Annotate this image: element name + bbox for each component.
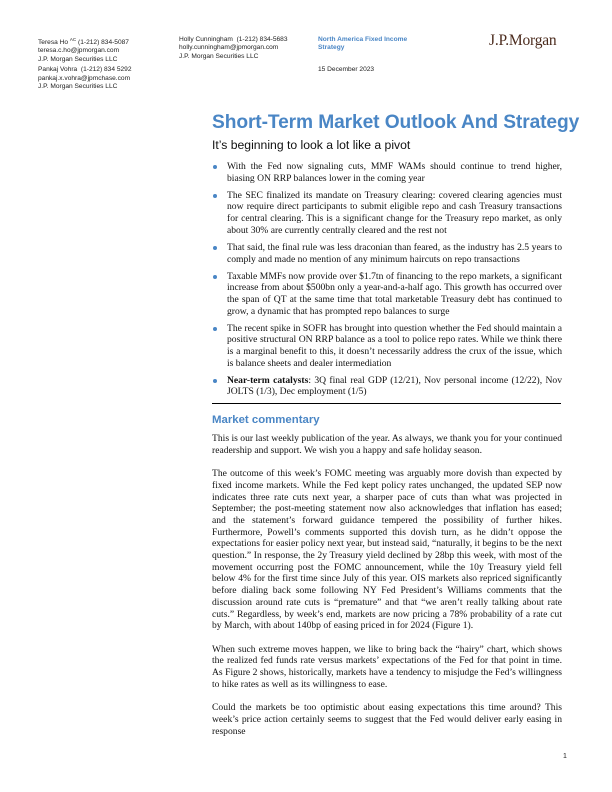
catalysts-label: Near-term catalysts — [227, 374, 309, 386]
publication-date: 15 December 2023 — [318, 66, 375, 73]
section-divider — [212, 403, 561, 404]
author-block — [179, 36, 288, 61]
page-number: 1 — [563, 753, 567, 760]
document-title: Short-Term Market Outlook And Strategy — [212, 112, 580, 133]
jpmorgan-logo: J.P.Morgan — [489, 32, 557, 49]
author-column-right — [179, 36, 288, 63]
author-email[interactable]: pankaj.x.vohra@jpmchase.com — [38, 74, 131, 82]
analyst-certification-tag: AC — [69, 37, 77, 42]
bullet-item: The SEC finalized its mandate on Treasury clearing: covered clearing agencies must now require direct participants to submit eligible repo and cash Treasury transactions for central clearing. This is a significant change for the Treasury repo market, as only about 30% are currently centrally cleared and the rest not — [212, 190, 562, 237]
department-label: North America Fixed Income Strategy — [318, 36, 408, 52]
author-email[interactable]: teresa.c.ho@jpmorgan.com — [38, 47, 120, 55]
paragraph: The outcome of this week’s FOMC meeting was arguably more dovish than expected by fixed income markets. While the Fed kept policy rates unchanged, the updated SEP now indicates three rate cuts next year, a sharper pace of cuts than what was projected in September; the post-meeting statement now also acknowledges that inflation has eased; and the statement’s forward guidance tempered the possibility of further hikes. Furthermore, Powell’s comments supported this dovish turn, as he didn’t oppose the expectations for easier policy next year, but instead said, “naturally, it begins to be the next question.” In response, the 2y Treasury yield declined by 28bp this week, with most of the movement occurring post the FOMC announcement, while the 10y Treasury yield fell below 4% for the first time since July of this year. OIS markets also repriced significantly before dialing back some following NY Fed President’s Williams comments that the discussion around rate cuts is “premature” and that “we aren’t really talking about rate cuts.” Regardless, by week’s end, markets are now pricing a 78% probability of a rate cut by March, with about 140bp of easing priced in for 2024 (Figure 1). — [212, 468, 562, 632]
document-subtitle: It’s beginning to look a lot like a pivot — [212, 138, 411, 152]
author-name: Teresa Ho — [38, 39, 69, 46]
paragraph: Could the markets be too optimistic about easing expectations this time around? This week’s price action certainly seems to suggest that the Fed would deliver early easing in response — [212, 702, 562, 737]
author-name: Pankaj Vohra — [38, 66, 78, 74]
bullet-icon — [213, 379, 217, 383]
bullet-icon — [213, 246, 217, 250]
section-heading: Market commentary — [212, 414, 320, 426]
summary-bullets — [212, 161, 562, 403]
bullet-icon — [213, 275, 217, 279]
bullet-item: The recent spike in SOFR has brought into question whether the Fed should maintain a positive structural ON RRP balance as a tool to police repo rates. While we think there is a marginal benefit to this, it doesn’t necessarily address the crux of the issue, which is balance sheets and dealer intermediation — [212, 323, 562, 370]
author-email[interactable]: holly.cunningham@jpmorgan.com — [179, 44, 279, 52]
author-phone: (1-212) 834 5292 — [80, 66, 132, 74]
bullet-item-catalysts: Near-term catalysts: 3Q final real GDP (12/21), Nov personal income (12/22), Nov JOLTS (1/3), Dec employment (1/5) — [212, 375, 562, 398]
author-phone: (1-212) 834-5087 — [78, 39, 129, 46]
paragraph: When such extreme moves happen, we like to bring back the “hairy” chart, which shows the realized fed funds rate versus markets’ expectations of the Fed for that point in time. As Figure 2 shows, historically, markets have a tendency to misjudge the Fed’s willingness to hike rates as well as its willingness to ease. — [212, 643, 562, 690]
bullet-item: Taxable MMFs now provide over $1.7tn of financing to the repo markets, a significant increase from about $500bn only a year-and-a-half ago. This growth has occurred over the span of QT at the same time that total marketable Treasury debt has continued to grow, a dynamic that has prompted repo balances to surge — [212, 271, 562, 318]
author-name: Holly Cunningham — [179, 36, 233, 43]
author-phone: (1-212) 834-5683 — [236, 36, 288, 43]
bullet-item: With the Fed now signaling cuts, MMF WAMs should continue to trend higher, biasing ON RRP balances lower in the coming year — [212, 161, 562, 184]
commentary-body — [212, 433, 562, 749]
bullet-icon — [213, 165, 217, 169]
author-block — [38, 66, 132, 91]
author-firm: J.P. Morgan Securities LLC — [38, 55, 118, 63]
author-firm: J.P. Morgan Securities LLC — [179, 52, 259, 60]
author-block — [38, 36, 132, 64]
paragraph: This is our last weekly publication of the year. As always, we thank you for your continued readership and support. We wish you a happy and safe holiday season. — [212, 433, 562, 456]
bullet-icon — [213, 194, 217, 198]
author-column-left — [38, 36, 132, 94]
bullet-icon — [213, 327, 217, 331]
bullet-item: That said, the final rule was less draconian than feared, as the industry has 2.5 years to comply and made no mention of any minimum haircuts on repo transactions — [212, 242, 562, 265]
author-firm: J.P. Morgan Securities LLC — [38, 82, 118, 90]
